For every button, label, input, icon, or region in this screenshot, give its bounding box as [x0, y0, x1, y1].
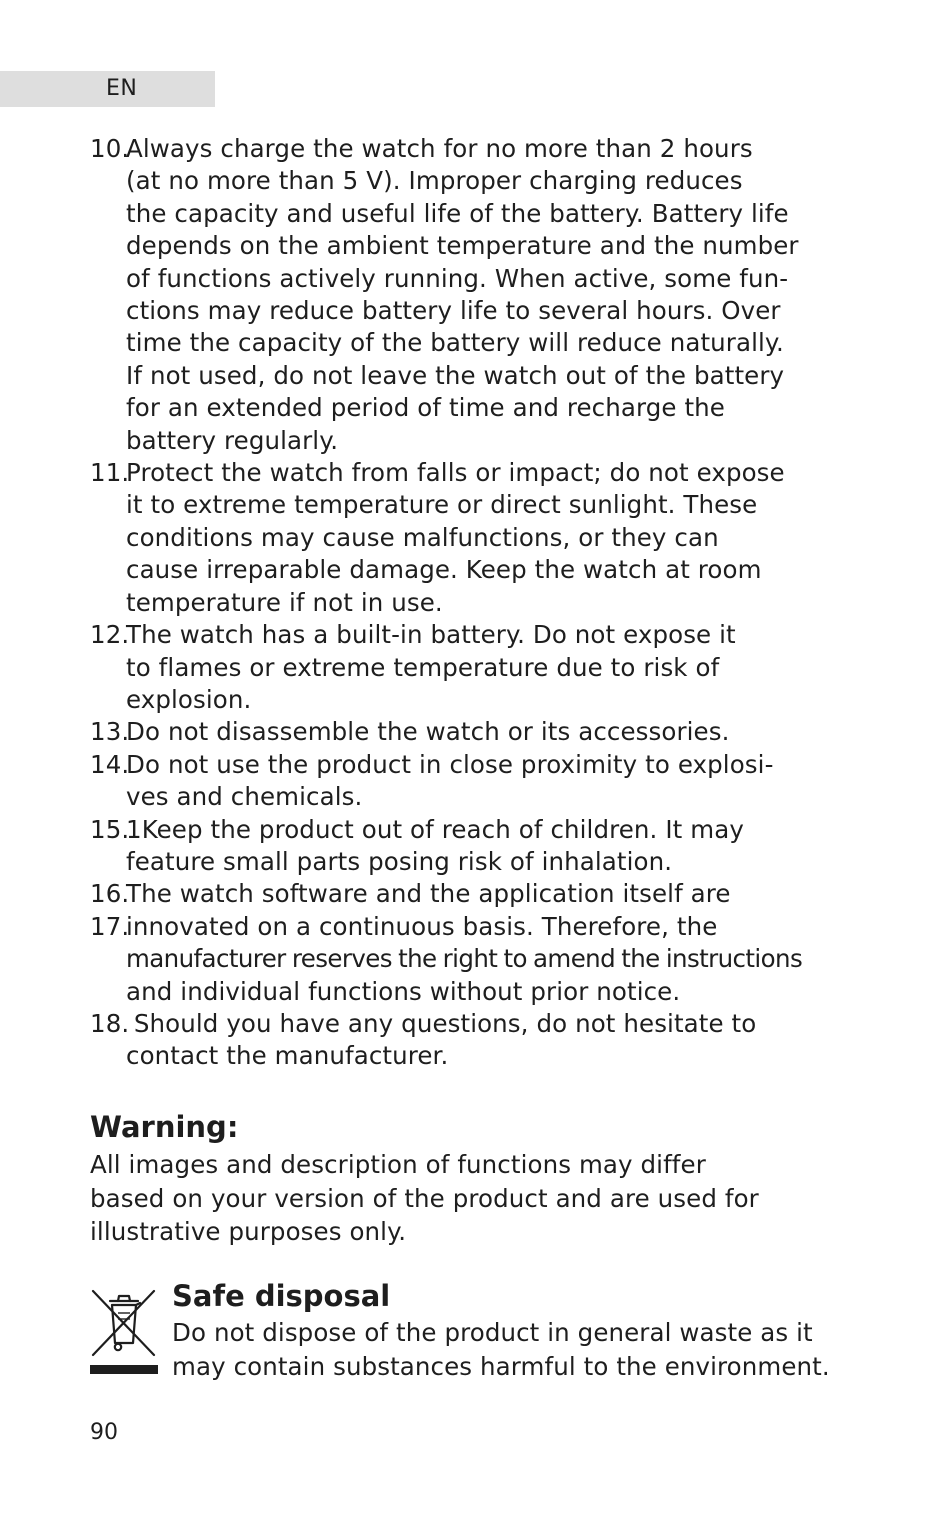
- item-line: temperature if not in use.: [126, 587, 443, 617]
- warning-heading: Warning:: [90, 1110, 239, 1144]
- list-item: [90, 911, 870, 1008]
- item-line: contact the manufacturer.: [126, 1041, 449, 1071]
- item-line: the capacity and useful life of the battery. Battery life: [126, 198, 789, 228]
- list-item: [90, 716, 870, 748]
- warning-line: based on your version of the product and are used for: [90, 1183, 759, 1213]
- page-number: 90: [90, 1420, 118, 1445]
- disposal-line: may contain substances harmful to the environment.: [172, 1351, 830, 1381]
- disposal-text: [172, 1316, 892, 1383]
- item-number: 13.: [90, 717, 130, 747]
- item-number: 17.: [90, 911, 130, 941]
- language-label: EN: [106, 76, 138, 101]
- crossed-out-wheelie-bin-icon: [90, 1287, 158, 1377]
- item-line: battery regularly.: [126, 425, 339, 455]
- warning-text: [90, 1148, 880, 1249]
- warning-line: All images and description of functions may differ: [90, 1150, 706, 1179]
- disposal-heading: Safe disposal: [172, 1279, 391, 1313]
- item-line: for an extended period of time and recharge the: [126, 393, 725, 423]
- list-item: [90, 749, 870, 814]
- item-number: 14.: [90, 749, 130, 779]
- item-line: depends on the ambient temperature and the number: [126, 231, 799, 261]
- list-item: [90, 133, 870, 457]
- item-line: innovated on a continuous basis. Therefore, the: [126, 911, 718, 941]
- warning-line: illustrative purposes only.: [90, 1217, 407, 1246]
- item-line: Do not use the product in close proximity to explosi-: [126, 749, 774, 779]
- item-line: Do not disassemble the watch or its accessories.: [126, 717, 730, 747]
- item-line: Always charge the watch for no more than 2 hours: [126, 134, 753, 163]
- item-line: ves and chemicals.: [126, 782, 363, 812]
- item-line: cause irreparable damage. Keep the watch at room: [126, 555, 762, 585]
- item-line: 1Keep the product out of reach of children. It may: [126, 814, 744, 844]
- list-item: [90, 814, 870, 879]
- disposal-line: Do not dispose of the product in general waste as it: [172, 1318, 813, 1347]
- item-line: (at no more than 5 V). Improper charging reduces: [126, 166, 743, 196]
- item-line: explosion.: [126, 684, 252, 714]
- item-line: of functions actively running. When active, some fun-: [126, 263, 789, 293]
- list-item: [90, 1008, 870, 1073]
- item-line: The watch software and the application itself are: [126, 879, 731, 909]
- item-number: 11.: [90, 458, 130, 488]
- item-number: 10.: [90, 134, 130, 163]
- list-item: [90, 878, 870, 910]
- item-line: ctions may reduce battery life to several hours. Over: [126, 296, 781, 326]
- item-line: and individual functions without prior notice.: [126, 976, 681, 1006]
- item-line: time the capacity of the battery will reduce naturally.: [126, 328, 784, 358]
- item-number: 16.: [90, 879, 130, 909]
- item-line: If not used, do not leave the watch out of the battery: [126, 360, 785, 390]
- item-number: 12.: [90, 620, 130, 650]
- list-item: [90, 619, 870, 716]
- item-line: manufacturer reserves the right to amend the instructions: [126, 944, 803, 974]
- item-line: The watch has a built-in battery. Do not expose it: [126, 620, 736, 650]
- item-number: 15.: [90, 814, 130, 844]
- language-tab: [0, 71, 215, 107]
- item-line: it to extreme temperature or direct sunlight. These: [126, 490, 758, 520]
- item-line: Protect the watch from falls or impact; do not expose: [126, 458, 785, 488]
- item-line: Should you have any questions, do not hesitate to: [126, 1008, 757, 1038]
- list-item: [90, 457, 870, 619]
- item-number: 18.: [90, 1008, 130, 1038]
- item-line: feature small parts posing risk of inhalation.: [126, 846, 673, 876]
- instruction-list: [90, 133, 870, 1073]
- item-line: conditions may cause malfunctions, or they can: [126, 522, 719, 552]
- item-line: to flames or extreme temperature due to risk of: [126, 652, 720, 682]
